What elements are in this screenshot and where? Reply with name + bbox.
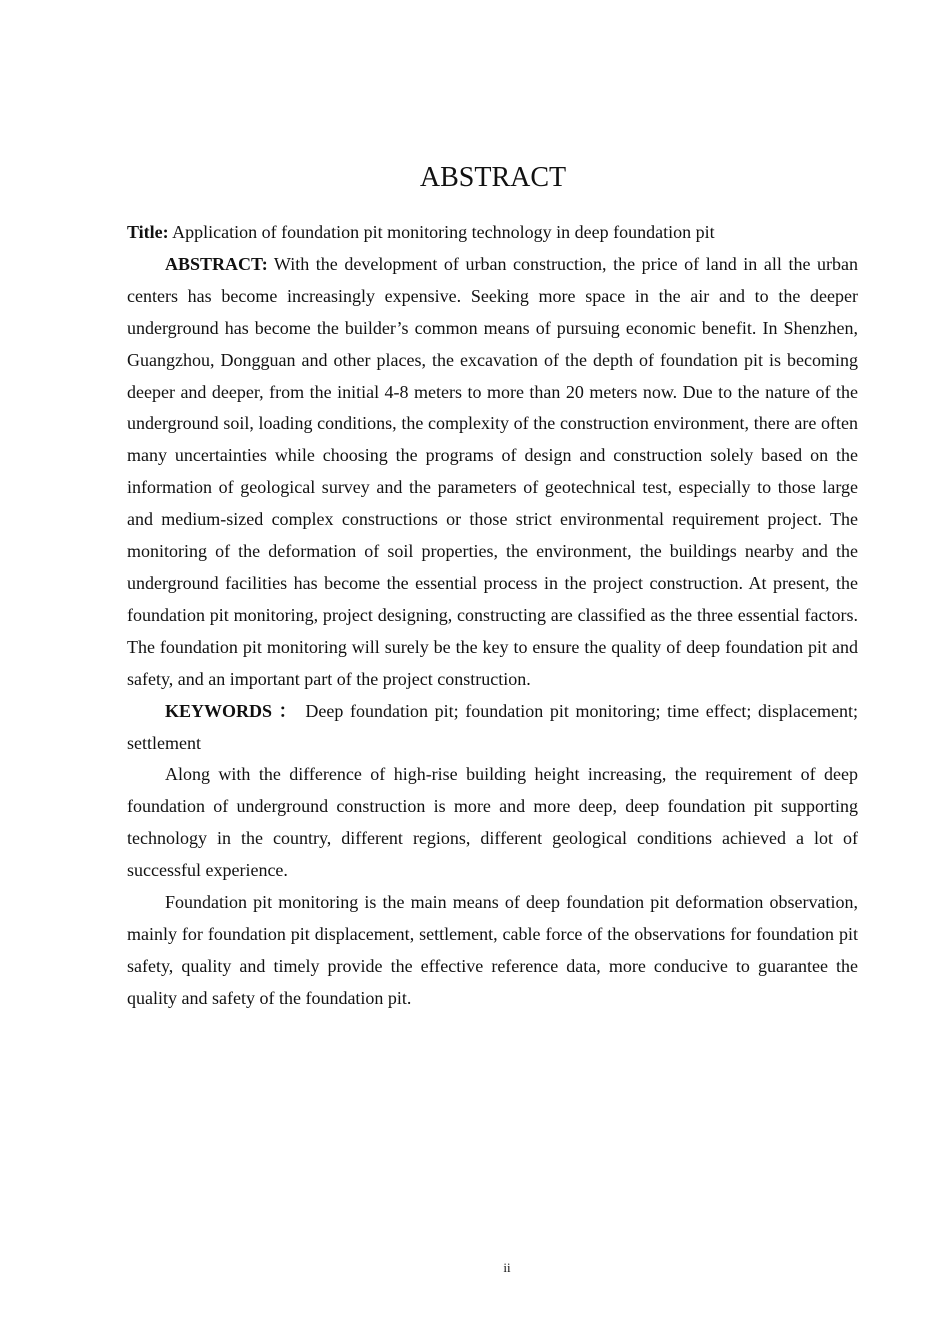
title-line [127, 217, 858, 249]
keywords-text: Deep foundation pit; foundation pit monitoring; time effect; displacement; settlement [127, 700, 859, 753]
title-label: Title: [127, 222, 169, 242]
page-heading: ABSTRACT [419, 162, 567, 193]
body-paragraph-1: Along with the difference of high-rise building height increasing, the requirement of deep foundation of underground construction is more and more deep, deep foundation pit supporting technology in the country, different regions, different geological conditions achieved a lot of successful experience. [127, 764, 858, 881]
abstract-text: With the development of urban construction, the price of land in all the urban centers has become increasingly expensive. Seeking more space in the air and to the deeper underground has become the builder’s common means of pursuing economic benefit. In Shenzhen, Guangzhou, Dongguan and other places, the excavation of the depth of foundation pit is becoming deeper and deeper, from the initial 4-8 meters to more than 20 meters now. Due to the nature of the underground soil, loading conditions, the complexity of the construction environment, there are often many uncertainties while choosing the programs of design and construction solely based on the information of geological survey and the parameters of geotechnical test, especially to those large and medium-sized complex constructions or those strict environmental requirement project. The monitoring of the deformation of soil properties, the environment, the buildings nearby and the underground facilities has become the essential process in the project construction. At present, the foundation pit monitoring, project designing, constructing are classified as the three essential factors. The foundation pit monitoring will surely be the key to ensure the quality of deep foundation pit and safety, and an important part of the project construction. [127, 253, 858, 689]
body-paragraph-2: Foundation pit monitoring is the main means of deep foundation pit deformation observation, mainly for foundation pit displacement, settlement, cable force of the observations for foundation pit safety, quality and timely provide the effective reference data, more conducive to guarantee the quality and safety of the foundation pit. [127, 892, 858, 1008]
abstract-paragraph [127, 249, 858, 696]
abstract-label: ABSTRACT: [165, 253, 268, 274]
page-number: ii [503, 1260, 511, 1275]
abstract-body [127, 217, 858, 1015]
keywords-paragraph [127, 696, 858, 760]
title-text: Application of foundation pit monitoring technology in deep foundation pit [168, 222, 715, 242]
keywords-label: KEYWORDS ： [165, 700, 299, 721]
